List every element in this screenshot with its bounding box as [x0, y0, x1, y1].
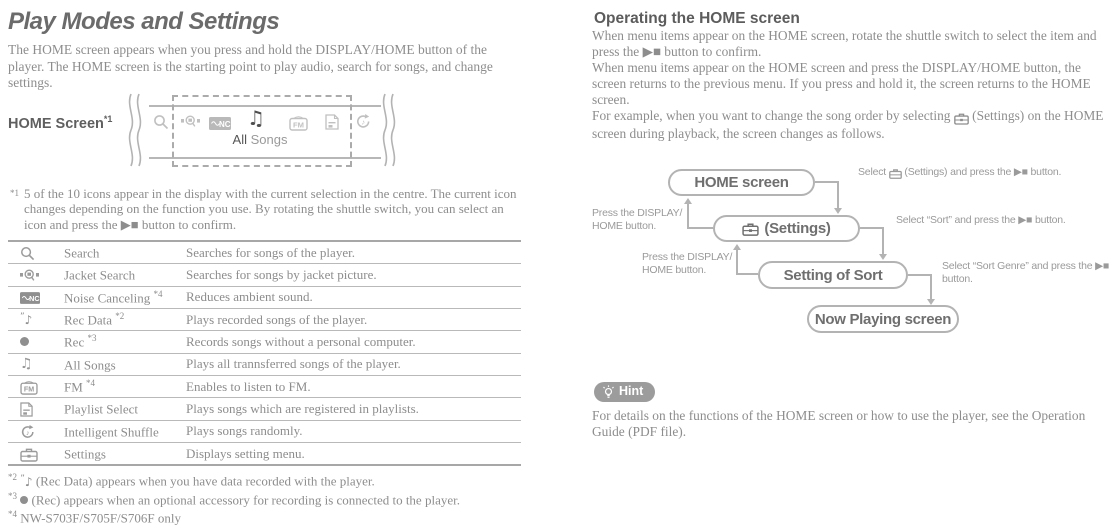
jacket-search-icon: [20, 267, 39, 282]
row-label: Search: [64, 245, 100, 261]
row-description: Searches for songs by jacket picture.: [186, 264, 521, 286]
footnote-3-text: (Rec) appears when an optional accessory for recording is connected to the player.: [31, 491, 460, 507]
row-label: FM: [64, 379, 83, 395]
row-description: Enables to listen to FM.: [186, 375, 521, 397]
svg-text:FM: FM: [23, 385, 35, 394]
paragraph-3-after: (Settings) on the HOME screen during playback, the screen changes as follows.: [592, 108, 1104, 141]
arrow-down-icon: [879, 254, 887, 260]
row-label: Playlist Select: [64, 401, 139, 417]
row-label: Rec Data: [64, 312, 113, 328]
jacket-search-icon: [181, 113, 200, 131]
intelligent-shuffle-icon: [355, 113, 372, 131]
footnote-1: [10, 186, 524, 233]
table-row: NC Noise Canceling $^{*4}$ Reduces ambient sound.: [8, 286, 521, 308]
flow-box-label: (Settings): [764, 220, 831, 237]
table-row: [8, 398, 521, 420]
left-column: [8, 8, 520, 525]
svg-text:♪: ♪: [361, 117, 366, 127]
home-icons-table: [8, 240, 521, 466]
flow-step1-label: Select (Settings) and press the ▶■ button.: [858, 166, 1076, 181]
connector-line: [837, 181, 839, 208]
table-row: [8, 264, 521, 286]
svg-text:NC: NC: [29, 294, 40, 304]
noise-canceling-icon: [20, 289, 40, 304]
all-songs-icon: ♫: [20, 356, 33, 373]
rec-data-icon: ” ♪: [20, 313, 32, 327]
flow-step2-label: Select “Sort” and press the ▶■ button.: [896, 214, 1066, 226]
row-description: Plays songs which are registered in playlists.: [186, 398, 521, 420]
connector-line: [908, 274, 932, 276]
paragraph-1: When menu items appear on the HOME screen, rotate the shuttle switch to select the item and press the ▶■ button to confirm.: [592, 28, 1097, 59]
right-column: [592, 8, 1114, 441]
selected-item-rest: Songs: [246, 131, 288, 147]
flow-step3-label: Select “Sort Genre” and press the ▶■ button.: [942, 260, 1110, 285]
hint-badge-label: Hint: [619, 384, 644, 399]
row-label: All Songs: [64, 356, 116, 372]
arrow-down-icon: [834, 208, 842, 214]
table-row: Rec $^{*3}$ Records songs without a personal computer.: [8, 331, 521, 353]
flow-box-now-playing: [807, 305, 959, 333]
flow-box-label: Now Playing screen: [814, 310, 952, 328]
arrow-up-icon: [733, 244, 741, 250]
connector-line: [930, 274, 932, 299]
selected-item-word: All: [232, 131, 247, 147]
all-songs-icon: ♫: [247, 105, 265, 130]
row-label: Rec: [64, 334, 85, 350]
row-label: Jacket Search: [64, 267, 136, 283]
footnote-4-text: NW-S703F/S705F/S706F only: [20, 510, 181, 525]
footnote-1-marker: *1: [10, 187, 19, 198]
footnote-1-text: 5 of the 10 icons appear in the display with the current selection in the centre. The current icon changes depending on the function you use. By rotating the shuttle switch, you can select an icon and press the ▶■ button to confirm.: [24, 185, 517, 232]
page-title: Play Modes and Settings: [8, 8, 280, 35]
table-row: [8, 442, 521, 465]
footnotes: [8, 470, 520, 525]
settings-icon: [20, 446, 38, 461]
arrow-up-icon: [684, 198, 692, 204]
continuation-mark-left-icon: [125, 94, 145, 166]
home-screen-heading-sup: *1: [103, 113, 113, 124]
table-row: [8, 420, 521, 442]
settings-icon: [889, 168, 902, 181]
settings-icon: [742, 220, 759, 237]
svg-text:♪: ♪: [25, 429, 30, 437]
paragraph-3: [592, 108, 1114, 142]
home-screen-heading-text: HOME Screen: [8, 115, 104, 132]
svg-text:FM: FM: [293, 120, 304, 130]
flow-box-setting-of-sort: [758, 261, 908, 289]
row-description: Searches for songs of the player.: [186, 241, 521, 264]
selected-item-label: [172, 132, 348, 147]
flow-back-label-1: Press the DISPLAY/ HOME button.: [592, 207, 683, 232]
playlist-select-icon: [325, 113, 339, 131]
paragraph-3-before: For example, when you want to change the song order by selecting: [592, 108, 954, 123]
row-label: Intelligent Shuffle: [64, 423, 159, 439]
continuation-mark-right-icon: [379, 94, 399, 166]
row-description: Displays setting menu.: [186, 442, 521, 465]
row-label: Settings: [64, 446, 106, 462]
row-description: Reduces ambient sound.: [186, 286, 521, 308]
hint-text: For details on the functions of the HOME screen or how to use the player, see the Operation Guide (PDF file).: [592, 407, 1086, 440]
row-label: Noise Canceling: [64, 289, 151, 305]
rec-icon: [20, 337, 29, 346]
table-row: [8, 353, 521, 375]
intelligent-shuffle-icon: [20, 423, 36, 438]
table-row: ” ♪ Rec Data $^{*2}$ Plays recorded songs of the player.: [8, 308, 521, 330]
flow-box-settings: [713, 215, 860, 242]
row-description: Plays all trannsferred songs of the player.: [186, 353, 521, 375]
flow-box-home-screen: [668, 169, 815, 196]
flow-box-label: Setting of Sort: [783, 266, 883, 284]
home-screen-section: [8, 92, 520, 174]
row-description: Records songs without a personal computer.: [186, 331, 521, 353]
footnote-2: $^{*2}$ ” ♪ (Rec Data) appears when you have data recorded with the player.: [8, 470, 520, 488]
flowchart: [590, 154, 1120, 346]
svg-text:NC: NC: [219, 120, 231, 130]
noise-canceling-icon: [209, 115, 231, 133]
hint-badge: [594, 382, 655, 402]
table-row: [8, 241, 521, 264]
search-icon: [20, 244, 35, 259]
playlist-select-icon: [20, 401, 33, 416]
section-title: Operating the HOME screen: [594, 10, 800, 27]
connector-line: [882, 227, 884, 254]
flow-back-label-2: Press the DISPLAY/ HOME button.: [642, 251, 733, 276]
connector-line: [815, 181, 839, 183]
paragraph-2: When menu items appear on the HOME screen and press the DISPLAY/HOME button, the screen returns to the previous menu. If you press and hold it, the screen returns to the HOME screen.: [592, 60, 1091, 107]
table-row: FM FM $^{*4}$ Enables to listen to FM.: [8, 375, 521, 397]
footnote-2-text: (Rec Data) appears when you have data recorded with the player.: [35, 473, 375, 489]
row-description: Plays recorded songs of the player.: [186, 308, 521, 330]
settings-icon: [954, 110, 969, 126]
home-screen-display-diagram: [125, 92, 417, 170]
footnote-4: $^{*4}$ NW-S703F/S705F/S706F only: [8, 508, 181, 525]
lightbulb-icon: [602, 384, 615, 399]
fm-icon: [289, 114, 308, 132]
flow-box-label: HOME screen: [694, 174, 789, 191]
intro-paragraph: The HOME screen appears when you press and hold the DISPLAY/HOME button of the player. The HOME screen is the starting point to play audio, search for songs, and change settings.: [8, 42, 493, 90]
arrow-down-icon: [927, 299, 935, 305]
search-icon: [153, 113, 169, 131]
home-screen-heading: [8, 114, 112, 132]
fm-icon: [20, 378, 38, 393]
rec-data-icon: ” ♪: [20, 475, 32, 489]
connector-line: [860, 227, 884, 229]
footnote-3: $^{*3}$ (Rec) appears when an optional accessory for recording is connected to the player.: [8, 490, 460, 507]
row-description: Plays songs randomly.: [186, 420, 521, 442]
rec-icon: [20, 496, 28, 504]
